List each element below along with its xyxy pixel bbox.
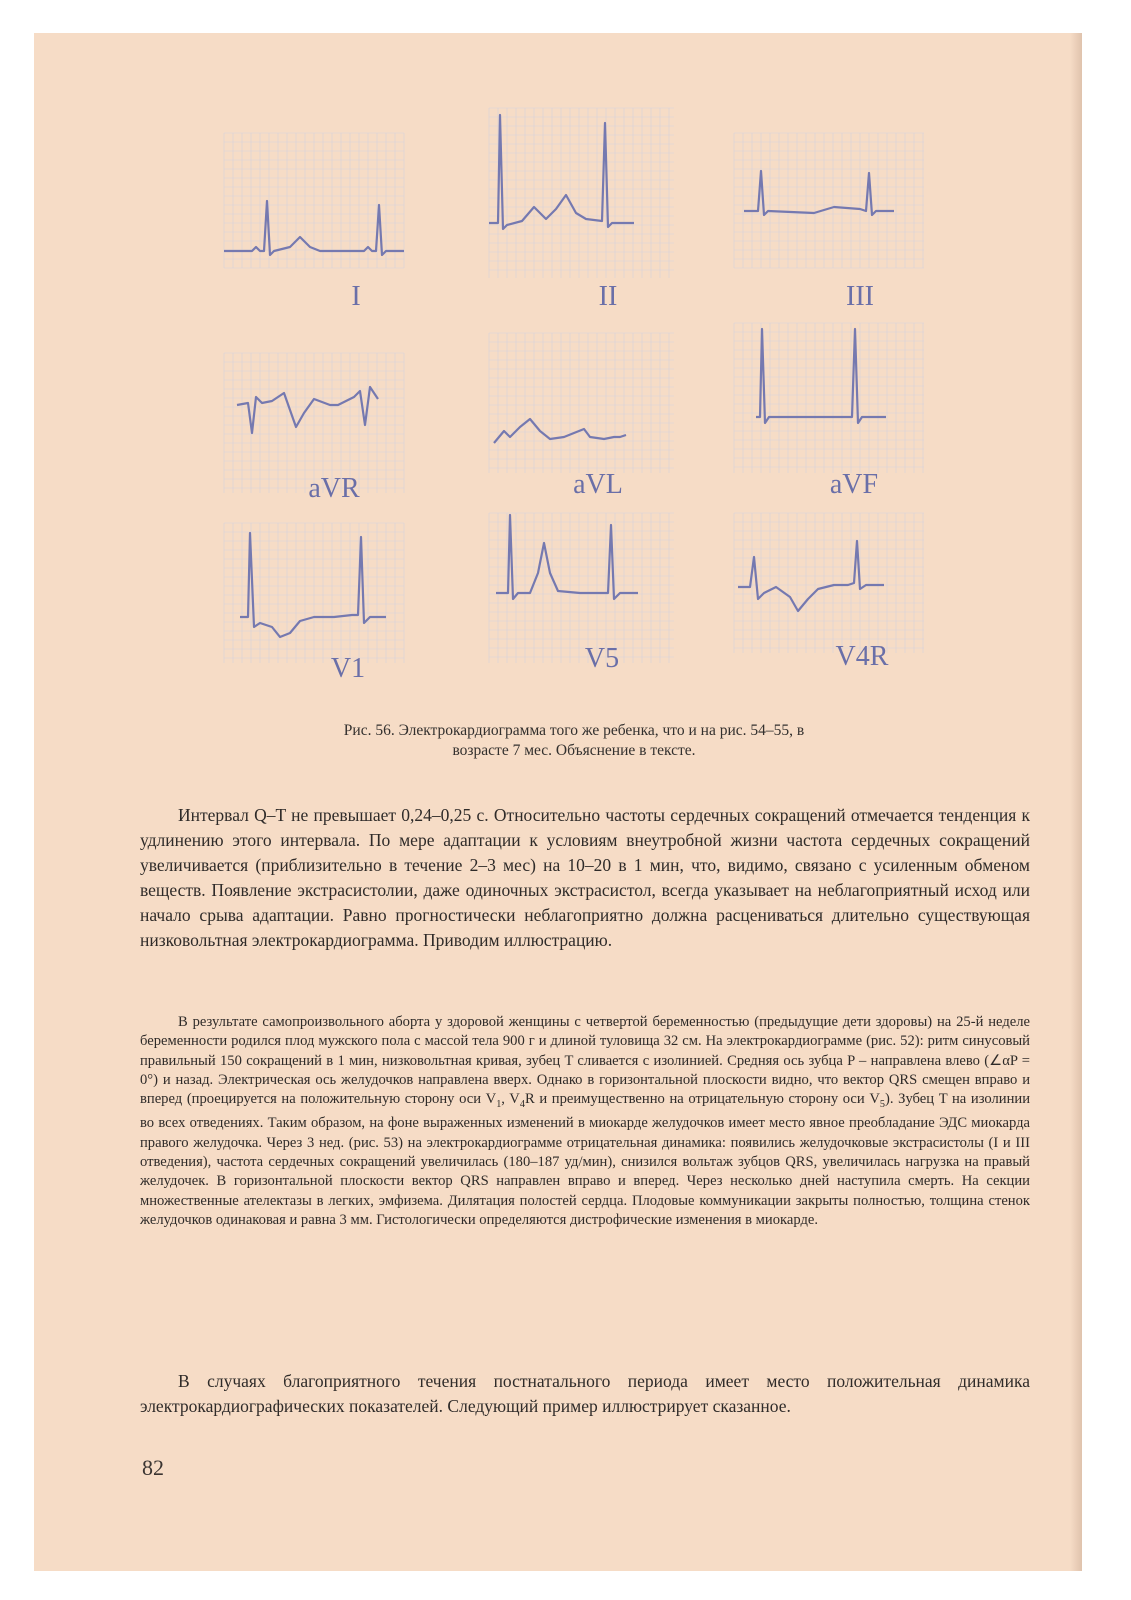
ecg-lead-v5	[489, 513, 674, 663]
ecg-lead-v4r	[734, 513, 924, 653]
ecg-lead-avf	[734, 323, 924, 473]
page-number: 82	[142, 1455, 164, 1480]
book-page	[34, 33, 1082, 1571]
lead-label-v4r: V4R	[835, 641, 889, 672]
lead-label-avf: aVF	[829, 469, 879, 500]
case-text-b: , V	[501, 1091, 520, 1108]
lead-label-avl: aVL	[573, 469, 623, 500]
ecg-lead-iii	[734, 133, 924, 268]
lead-label-v5: V5	[584, 643, 620, 674]
ecg-figure	[34, 33, 1082, 753]
lead-label-avr: aVR	[308, 473, 360, 504]
lead-label-v1: V1	[330, 653, 366, 684]
paragraph-1: Интервал Q–T не превышает 0,24–0,25 с. Относительно частоты сердечных сокращений отмечается тенденция к удлинению этого интервала. По мере адаптации к условиям внеутробной жизни частота сердечных сокращений увеличивается (приблизительно в течение 2–3 мес) на 10–20 в 1 мин, что, видимо, связано с усиленным обменом веществ. Появление экстрасистолии, даже одиночных экстрасистол, всегда указывает на неблагоприятный исход или начало срыва адаптации. Равно прогностически неблагоприятно должна расцениваться длительно существующая низковольтная электрокардиограмма. Приводим иллюстрацию.	[140, 805, 1030, 950]
lead-label-ii: II	[598, 281, 618, 312]
ecg-lead-i	[224, 133, 404, 268]
case-sub-5: 5	[879, 1099, 885, 1111]
case-text-a: В результате самопроизвольного аборта у здоровой женщины с четвертой беременностью (предыдущие дети здоровы) на 25-й неделе беременности родился плод мужского пола с массой тела 900 г и длиной туловища 32 см. На электрокардиограмме (рис. 52): ритм синусовый правильный 150 сокращений в 1 мин, низковольтная кривая, зубец T сливается с изолинией. Средняя ось зубца P – направлена влево (∠αP = 0°) и назад. Электрическая ось желудочков направлена вверх. Однако в горизонтальной плоскости видно, что вектор QRS смещен вправо и вперед (проецируется на положительную сторону оси V	[140, 1014, 1030, 1108]
case-sub-4: 4	[519, 1099, 525, 1111]
paragraph-2-case	[140, 1013, 1030, 1230]
figure-caption	[204, 721, 944, 761]
ecg-lead-v1	[224, 523, 404, 663]
ecg-trace-v5	[496, 515, 638, 599]
case-text-c: R и преимущественно на отрицательную сторону оси V	[524, 1091, 880, 1108]
caption-line-2: возрасте 7 мес. Объяснение в тексте.	[452, 742, 696, 759]
paragraph-3: В случаях благоприятного течения постнатального периода имеет место положительная динамика электрокардиографических показателей. Следующий пример иллюстрирует сказанное.	[140, 1371, 1030, 1416]
ecg-traces	[34, 33, 1082, 713]
ecg-lead-avl	[489, 333, 674, 473]
ecg-trace-avf	[756, 329, 886, 423]
ecg-lead-ii	[489, 108, 674, 278]
caption-line-1: Рис. 56. Электрокардиограмма того же ребенка, что и на рис. 54–55, в	[343, 722, 805, 739]
ecg-trace-iii	[744, 171, 894, 215]
lead-label-iii: III	[846, 281, 874, 312]
lead-label-i: I	[351, 281, 361, 312]
ecg-lead-avr	[224, 353, 404, 493]
ecg-trace-avr	[237, 387, 378, 433]
ecg-trace-ii	[489, 115, 634, 229]
case-text-d: ). Зубец T на изолинии во всех отведениях. Таким образом, на фоне выраженных изменений в миокарде желудочков имеет место явное преобладание ЭДС миокарда правого желудочка. Через 3 нед. (рис. 53) на электрокардиограмме отрицательная динамика: появились желудочковые экстрасистолы (I и III отведения), частота сердечных сокращений увеличилась (180–187 уд/мин), снизился вольтаж зубцов QRS, увеличилась нагрузка на правый желудочек. В горизонтальной плоскости вектор QRS направлен вправо и вперед. Через несколько дней наступила смерть. На секции множественные ателектазы в легких, эмфизема. Дилятация полостей сердца. Плодовые коммуникации закрыты полностью, толщина стенок желудочков одинаковая и равна 3 мм. Гистологически определяются дистрофические изменения в миокарде.	[140, 1091, 1031, 1228]
case-sub-1: 1	[496, 1099, 502, 1111]
ecg-trace-v1	[240, 533, 386, 637]
